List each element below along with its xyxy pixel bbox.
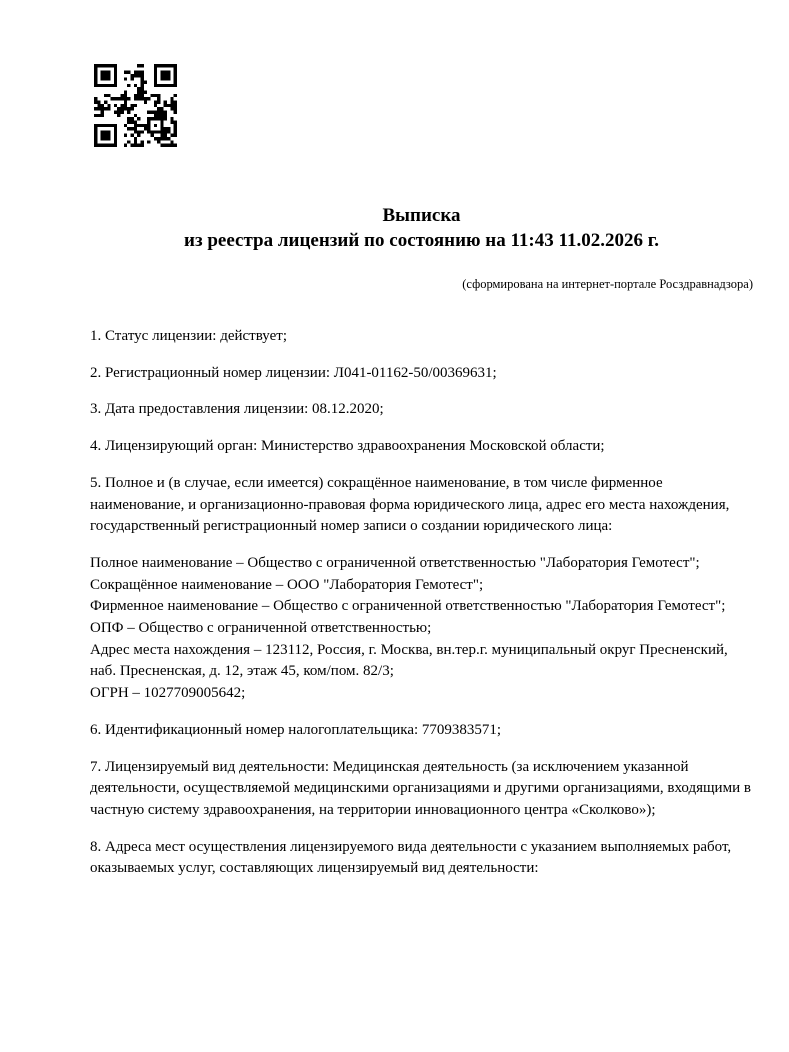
paragraph-grant-date: 3. Дата предоставления лицензии: 08.12.2020; (90, 401, 384, 418)
paragraph-taxpayer-number: 6. Идентификационный номер налогоплательщика: 7709383571; (90, 721, 502, 738)
document-body (90, 326, 753, 880)
qr-code-image (94, 64, 177, 147)
paragraph-registration-number: 2. Регистрационный номер лицензии: Л041-01162-50/00369631; (90, 364, 497, 381)
org-brand-name: Фирменное наименование – Общество с ограниченной ответственностью "Лаборатория Гемотест"; (90, 598, 726, 615)
organization-details (90, 553, 753, 705)
paragraph-organization-heading: 5. Полное и (в случае, если имеется) сокращённое наименование, в том числе фирменное наименование, и организационно-правовая форма юридического лица, адрес его места нахождения, государственный регистрационный номер записи о создании юридического лица: (90, 474, 730, 535)
org-short-name: Сокращённое наименование – ООО "Лаборатория Гемотест"; (90, 576, 484, 593)
generated-note: (сформирована на интернет-портале Росздравнадзора) (462, 277, 753, 291)
org-legal-form: ОПФ – Общество с ограниченной ответственностью; (90, 620, 432, 637)
title-line-2: из реестра лицензий по состоянию на 11:43 11.02.2026 г. (184, 230, 659, 251)
paragraph-licensing-authority: 4. Лицензирующий орган: Министерство здравоохранения Московской области; (90, 438, 605, 455)
paragraph-addresses-heading: 8. Адреса мест осуществления лицензируемого вида деятельности с указанием выполняемых работ, оказываемых услуг, составляющих лицензируемый вид деятельности: (90, 838, 732, 877)
qr-code (94, 64, 177, 147)
paragraph-activity-type: 7. Лицензируемый вид деятельности: Медицинская деятельность (за исключением указанной деятельности, осуществляемой медицинскими организациями и другими организациями, входящими в частную систему здравоохранения, на территории инновационного центра «Сколково»); (90, 758, 751, 818)
paragraph-license-status: 1. Статус лицензии: действует; (90, 328, 287, 344)
document-title (90, 203, 753, 253)
org-ogrn: ОГРН – 1027709005642; (90, 685, 246, 702)
org-full-name: Полное наименование – Общество с ограниченной ответственностью "Лаборатория Гемотест"; (90, 554, 700, 571)
org-address: Адрес места нахождения – 123112, Россия, г. Москва, вн.тер.г. муниципальный округ Пресненский, наб. Пресненская, д. 12, этаж 45, ком/пом. 82/3; (90, 641, 728, 680)
title-line-1: Выписка (382, 205, 461, 226)
